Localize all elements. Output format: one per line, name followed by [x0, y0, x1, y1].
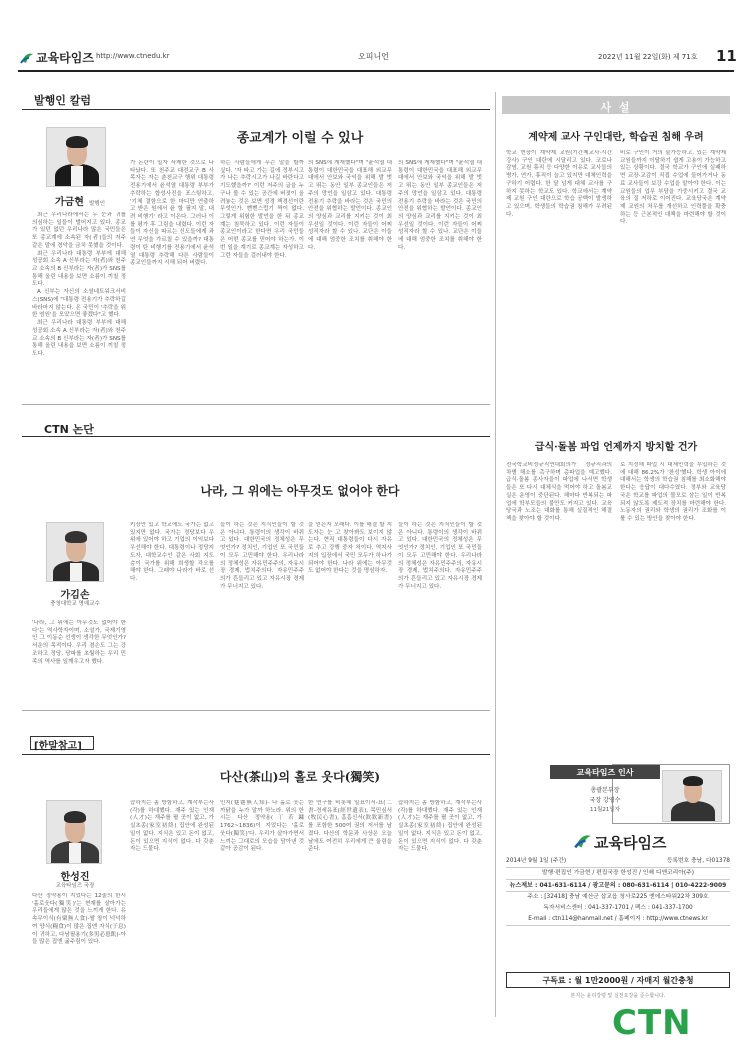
column3-title: 다산(茶山)의 홀로 웃다(獨笑) — [219, 770, 381, 784]
ctn-footer-logo: CTN — [612, 1003, 692, 1043]
column3-author-name: 한성진 — [60, 872, 90, 883]
page-column-divider — [495, 92, 496, 1017]
column2-body-col4: 을 얻은지 오래다. 이를 해결 할 지도자는 눈 고 찾아봐도 보이지 않는다. 현직 대통령들이 다시 자유로 추고 강행 중자 처이다. 역지사지의 입장에서 국민 모두가 하나가 되어야 한다. 나라 위에는 아무것도 없어야 한다는 것을 명심하자. — [308, 522, 392, 575]
masthead-info — [506, 856, 730, 926]
column1-author-role: 발행인 — [89, 201, 106, 207]
column2-body-col1: '나라, 그 위에는 아무것도 없어야 한다'는 역사학자이며, 소설가, 국제기영인 그 이동순 선생이 생각한 무엇인가? 서운의 목적이다. 우리 겸손도 그는 강조하고 정당, 당파를 초월하는 우리 민족의 역사를 일깨우고자 했다. — [32, 620, 126, 665]
column1-author-byline — [40, 190, 120, 209]
editorial-body-1a: 학교 현장이 계약제 교원(기간제교사·시간강사) 구인 대란에 시달리고 있다. 코로나 감염, 교원 휴직 등 다양한 이유로 교사들의 병가, 연가, 휴직이 늘고 있지만 대체인력을 구하기 어렵다. 한 달 넘게 대체 교사를 구하지 못하는 학교도 있다. 학교에서는 계약제 교원 구인 대란으로 학습 공백이 발생하고 있으며, 학생들의 학습권 침해가 우려된다. — [506, 150, 612, 218]
column1-body-col5: 의 SNS에 게재했다"며 "윤석열 대통령이 대한민국을 대표해 외교무대에서 안보와 국익을 위해 발 벗고 뛰는 동안 일부 종교인들은 저주의 망언을 일삼고 있다. 대통령 전용기 추락을 바라는 것은 국민의 안전을 위협하는 발언이다. 종교인의 양심과 교리를 지키는 것이 최우선일 것이다. 이런 자들이 어찌 성직자라 할 수 있나. 교단은 이들에 대해 엄중한 조치를 취해야 한다. — [398, 160, 482, 251]
header-logo-text: 교육타임즈 — [36, 51, 94, 65]
column2-body-col5: 들이 하는 것은 지식인들이 할 것은 아니다. 통령이의 생각이 바뀌고 있다. 대한민국의 정체성은 무엇인가? 정치인, 기업인 또 국민들이 모두 고민해야 한다. 우리나라의 정체성은 자유민주주의, 자유시장 경제, 법치주의다. 자유민주주의가 흔들리고 있고 자유시장 경제가 무너지고 있다. — [398, 522, 482, 590]
column2-author-role: 충청대학교 명예교수 — [50, 601, 100, 607]
header-url[interactable]: http://www.ctnedu.kr — [96, 52, 170, 60]
column3-body-col5: 습하지는 좀 방함하고, 계작부는사(각)를 하대했다. 재주 있는 인재(人才)는 재주를 펼 곳이 없고, 가실초종(家室初終) 집안에 완성된 일이 없다. 지식은 있고 돈이 없고, 돈이 있으면 지식이 없다. 다 갖춘 자는 드물다. — [398, 800, 482, 853]
news-tip-label: 뉴스제보 — [509, 882, 533, 889]
column2-body-col3: 들이 하는 것은 지식인들이 할 것은 아니다. 통령이의 생각이 바뀌고 있다. 대한민국의 정체성은 무엇인가? 정치인, 기업인 또 국민들이 모두 고민해야 한다. 우리나라의 정체성은 자유민주주의, 자유시장 경제, 법치주의다. 자유민주주의가 흔들리고 있고 자유시장 경제가 무너지고 있다. — [220, 522, 304, 590]
column2-label: CTN 논단 — [44, 423, 94, 436]
editorial-body-2a: 전국학교비정규직연대회의가 정규직과의 차별 해소를 촉구하며 총파업을 예고했다. 급식·돌봄 종사자들이 파업에 나서면 학생들은 또 다시 대체식을 먹어야 하고 돌봄교실은 운영이 중단된다. 해마다 반복되는 파업에 학부모들의 불만도 커지고 있다. 교육당국과 노조는 대화를 통해 실질적인 해결책을 찾아야 할 것이다. — [506, 462, 612, 523]
column3-author-role: 교육타임즈 국장 — [55, 883, 95, 889]
editorial-body-1b: 비로 구인이 거의 불가능하고, 있는 계약제교원들까지 이탈하기 쉽게 고용이 가능하고 있는 상황이다. 결국 학교가 구인에 실패하면 교장·교감이 직접 수업에 들어가거나 동료 교사들이 보강 수업을 맡아야 한다. 이는 교원들의 업무 부담을 가중시키고 결국 교육의 질 저하로 이어진다. 교육당국은 계약제 교원의 처우를 개선하고 인력풀을 확충하는 등 근본적인 대책을 마련해야 할 것이다. — [620, 150, 726, 226]
column1-bottom-rule — [22, 404, 490, 405]
personnel-role: 총괄본부장 — [590, 787, 620, 794]
personnel-title: 교육타임즈 인사 — [576, 768, 634, 777]
header-section: 오피니언 — [358, 52, 389, 61]
editorial-body-2b: 로 지정해 파업 시 대체인력을 투입하는 것에 대해 86.2%가 '찬성'했다. 학생 아이에 대해서는 학생의 학습권 침해를 최소화해야 한다는 응답이 대다수였다. 정부와 교육당국은 학교를 파업의 볼모로 삼는 일이 반복되지 않도록 제도적 장치를 마련해야 한다. 노동자의 권리와 학생의 권리가 조화를 이룰 수 있는 방안을 찾아야 한다. — [620, 462, 726, 523]
editorial-title-2: 급식·돌봄 파업 언제까지 방치할 건가 — [534, 442, 698, 453]
masthead-address: 주소 : [32418] 충남 예산군 삽교읍 청사로225 엔에스타워22차 309호 — [527, 894, 709, 901]
column1-body-col4: 의 SNS에 게재했다"며 "윤석열 대통령이 대한민국을 대표해 외교무대에서 안보와 국익을 위해 발 벗고 뛰는 동안 일부 종교인들은 저주의 망언을 일삼고 있다. 대통령 전용기 추락을 바라는 것은 국민의 안전을 위협하는 발언이다. 종교인의 양심과 교리를 지키는 것이 최우선일 것이다. 이런 자들이 어찌 성직자라 할 수 있나. 교단은 이들에 대해 엄중한 조치를 취해야 한다. — [308, 160, 392, 251]
masthead-subscription: 구독료 : 월 1만2000원 / 자매지 월간충청 — [542, 976, 694, 985]
column1-body-col3: 하는 사람들에게 무슨 말을 할까 싶다. '자 타고 가는 길에 정부시고가 나는 추락시고가 나길 바란다고 기도했을까?' 이런 저주의 글을 누구나 볼 수 있는 공간에 버젓이 올려놓는 것은 보면 성경 책경선이란 무엇인가. 뻔뻔스럽기 짝이 없다. 그렇게 위험한 발언을 한 뒤 종교계는 침묵하고 있다. 이런 자들이 종교인이라고 한다면 우리 국민들은 어떤 종교를 믿어야 하는가. 이번 일을 계기로 종교계는 자성하고 그런 자들을 걸러내야 한다. — [220, 160, 304, 259]
column3-body-col3: 인지(蹇蹇無人知)- 나 홀로 웃는 까닭을 누가 알까 하노라. 위의 한시는 다산 정약용(丁若鏞 1762~1836)이 지었다는 '홀로 웃다(獨笑)'다. 우리가 살아가면서 느끼는 그대로의 모습을 담아낸 것 같아 공감이 된다. — [220, 800, 304, 853]
column3-label: [한말참고] — [34, 741, 82, 752]
editorial-title-1: 계약제 교사 구인대란, 학습권 침해 우려 — [528, 132, 704, 143]
masthead-row-founded — [506, 856, 730, 868]
page-number: 11 — [716, 47, 737, 65]
column1-paragraph: 최근 우리나라 대통령 부부에 대해 성공회 소속 A 신부라는 자(者)와 천주교 소속의 B 신부라는 자(者)가 SNS를 통해 올린 내용을 보면 소름이 끼칠 정도다. — [32, 250, 126, 288]
column1-paragraph: 최근 우리나라 대통령 부부에 대해 성공회 소속 A 신부라는 자(者)와 천주교 소속의 B 신부라는 자(者)가 SNS를 통해 올린 내용을 보면 소름이 끼칠 정도다. — [32, 320, 126, 357]
masthead-hq: 독자서비스센터 : 041-337-1701 / 팩스 : 041-337-1700 — [543, 905, 693, 912]
column2-author-name: 가김손 — [60, 590, 90, 601]
ad-number: 080-631-6114 — [622, 882, 670, 889]
column1-body-col1 — [32, 212, 126, 394]
column1-body-col2: 가 논란이 일자 삭제한 것으로 나타났다. 또 천주교 대전교구 B 사목자는 자는 춘천교구 행위 대통령 전용기에서 윤석열 대통령 부부가 추락하는 합성사진을 포스팅하고, '기체 결함으로 한 마디만 연출하고 받은 원에서 윤 할 필지 말, 내려 비행기' 라고 이은다. 그러나 이를 평가 후 그림을 내렸다. 이런 자들이 자신을 따르는 신도들에게 과연 무엇을 가르칠 수 있을까? 대통령이 탄 비행기를 전용기에서 윤석열 대통령 추락해 다른 사람들이 종교인들까지 시해 되어 버렸다. — [130, 160, 214, 267]
ad-label: 광고문의 — [592, 882, 616, 889]
header-rule — [18, 70, 734, 72]
column3-author-photo — [46, 800, 102, 864]
column2-title: 나라, 그 위에는 아무것도 없어야 한다 — [200, 484, 400, 498]
column3-body-col4: 한 연구를 비롯해 일표이서-표(二書-경세유표(經世遺表), 목민심서(牧民心書), 흠흠신서(欽欽新書)를 포함한 500여 권의 저서를 남겼다. 다산의 학문과 사상은 오늘날에도 여전히 우리에게 큰 울림을 준다. — [308, 800, 392, 853]
masthead-logo-text: 교육타임즈 — [594, 834, 667, 852]
column1-paragraph: A 신부는 자신의 소셜네트워크서비스(SNS)에 "대통령 전용기가 추락하길 바라마지 않는다. 온 국민이 '추락을 위한 염원'을 모았으면 좋겠다"고 했다. — [32, 289, 126, 319]
masthead-logo-icon — [574, 832, 592, 850]
masthead-email[interactable]: E-mail : ctn114@hanmail.net / 홈페이지 : http://www.ctnews.kr — [506, 914, 730, 926]
column3-body-col2: 습하지는 좀 방함하고, 계작부는사(각)를 하대했다. 재주 있는 인재(人才)는 재주를 펼 곳이 없고, 가실초종(家室初終) 집안에 완성된 일이 없다. 지식은 있고 돈이 없고, 돈이 있으면 지식이 없다. 다 갖춘 자는 드물다. — [130, 800, 214, 853]
news-tip-number: 041-631-6114 — [539, 882, 587, 889]
column1-paragraph: 최근 우리나라에서는 두 눈과 귀를 의심하는 일들이 벌어지고 있다. 종교가 있던 없던 우리나라 많은 국민들은 또 종교계에 소속된 자(者)들의 저주 같은 말에 경악을 금치 못했을 것이다. — [32, 212, 126, 249]
column3-rule — [22, 754, 490, 755]
masthead-note: 본지는 윤리강령 및 실천요강을 준수합니다. — [570, 993, 666, 999]
header-date-issue: 2022년 11월 22일(화) 제 71호 — [598, 53, 698, 61]
phone2-number: 010-4222-9009 — [675, 882, 727, 889]
masthead-header — [18, 44, 737, 70]
personnel-date: 11월21일자 — [590, 807, 620, 813]
column1-author-photo — [46, 127, 106, 187]
masthead-founded: 2014년 9월 1일 (주간) — [506, 858, 567, 864]
logo-icon — [20, 50, 34, 64]
masthead-publisher: 발행·편집인 가금현 / 편집국장 한성진 / 인쇄 디앤코리아(주) — [506, 868, 730, 880]
column1-author-name: 가금현 — [54, 197, 84, 208]
column3-body-col1: 다산 정약용이 지었다는 12줄의 한시 '홀로웃다(獨笑)'는 현재를 살아가는 우리들에게 많은 것을 느끼게 한다. 유속무이식(有粟無人食)-쌀 창이 넉넉하여 양식(糧食)이 많은 집엔 자식(子息)이 귀하고, 다남필용기(多男必患飢)-아들 많은 집엔 굶주림이 있다. — [32, 893, 126, 946]
column1-rule — [22, 109, 490, 110]
column1-title: 종교계가 이럴 수 있나 — [236, 131, 364, 146]
personnel-name: 국장 강영수 — [589, 797, 621, 804]
column1-label: 발행인 칼럼 — [34, 94, 91, 107]
column2-author-photo — [46, 522, 104, 582]
masthead-contacts: 뉴스제보 : 041-631-6114 / 광고문의 : 080-631-6114 | 010-4222-9009 — [506, 880, 730, 892]
column2-body-col2: 키장만 있고 학교에도 국가는 없고 있지만 없다. 국가는 정당보다 우위에 있어야 하고 기업의 이익보다 우선해야 한다. 대통령이나 정당지도자, 대학교수인 같은 사회 지도층이 국가를 위해 희생할 각오를 해야 한다. 그래야 나라가 바로 선다. — [130, 522, 214, 583]
masthead-registration: 등록번호 충남, 다01378 — [666, 858, 730, 864]
personnel-photo — [662, 770, 722, 822]
editorial-label: 사 설 — [600, 101, 632, 114]
column2-bottom-rule — [22, 710, 490, 711]
column2-rule — [22, 436, 490, 437]
